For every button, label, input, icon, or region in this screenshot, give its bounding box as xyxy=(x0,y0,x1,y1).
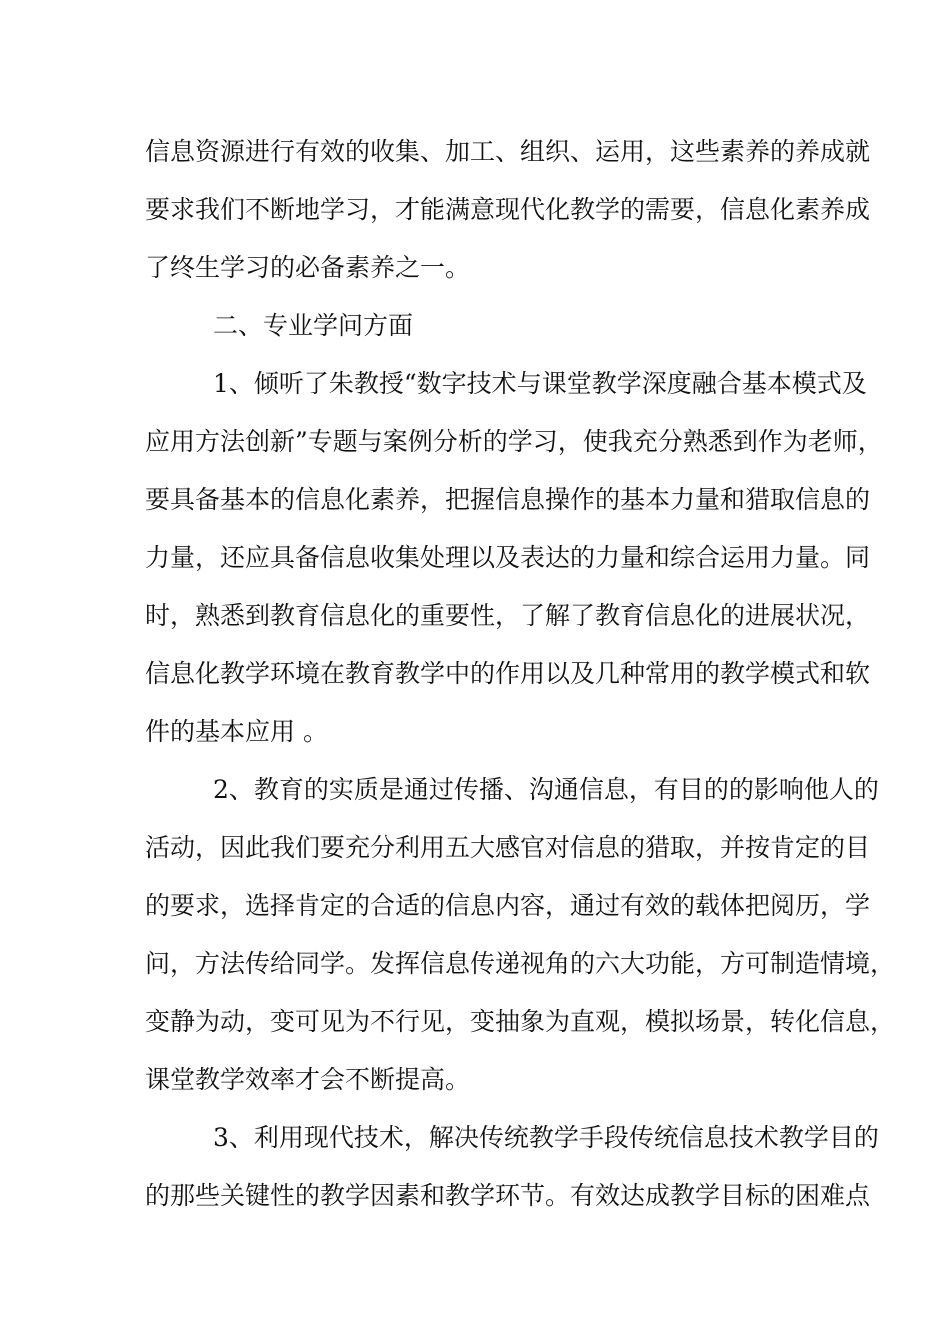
text-line: 件的基本应用 。 xyxy=(145,717,328,746)
text-line: 应用方法创新”专题与案例分析的学习，使我充分熟悉到作为老师， xyxy=(145,427,883,456)
text-line: 1、倾听了朱教授“数字技术与课堂教学深度融合基本模式及 xyxy=(213,369,867,398)
text-line: 力量，还应具备信息收集处理以及表达的力量和综合运用力量。同 xyxy=(145,543,871,572)
text-line: 课堂教学效率才会不断提高。 xyxy=(145,1065,471,1094)
text-line: 问，方法传给同学。发挥信息传递视角的六大功能，方可制造情境， xyxy=(145,949,896,978)
text-line: 了终生学习的必备素养之一。 xyxy=(145,253,471,282)
text-line: 活动，因此我们要充分利用五大感官对信息的猎取，并按肯定的目 xyxy=(145,833,871,862)
text-line: 的那些关键性的教学因素和教学环节。有效达成教学目标的困难点 xyxy=(145,1181,871,1210)
text-line: 时，熟悉到教育信息化的重要性，了解了教育信息化的进展状况， xyxy=(145,601,871,630)
text-line: 变静为动，变可见为不行见，变抽象为直观，模拟场景，转化信息， xyxy=(145,1007,896,1036)
text-line: 3、利用现代技术，解决传统教学手段传统信息技术教学目的 xyxy=(213,1123,879,1152)
text-line: 2、教育的实质是通过传播、沟通信息，有目的的影响他人的 xyxy=(213,775,879,804)
text-line: 要求我们不断地学习，才能满意现代化教学的需要，信息化素养成 xyxy=(145,195,871,224)
text-line: 信息化教学环境在教育教学中的作用以及几种常用的教学模式和软 xyxy=(145,659,871,688)
text-line: 信息资源进行有效的收集、加工、组织、运用，这些素养的养成就 xyxy=(145,137,871,166)
section-heading: 二、专业学问方面 xyxy=(213,311,414,340)
text-line: 要具备基本的信息化素养，把握信息操作的基本力量和猎取信息的 xyxy=(145,485,871,514)
text-line: 的要求，选择肯定的合适的信息内容，通过有效的载体把阅历，学 xyxy=(145,891,871,920)
